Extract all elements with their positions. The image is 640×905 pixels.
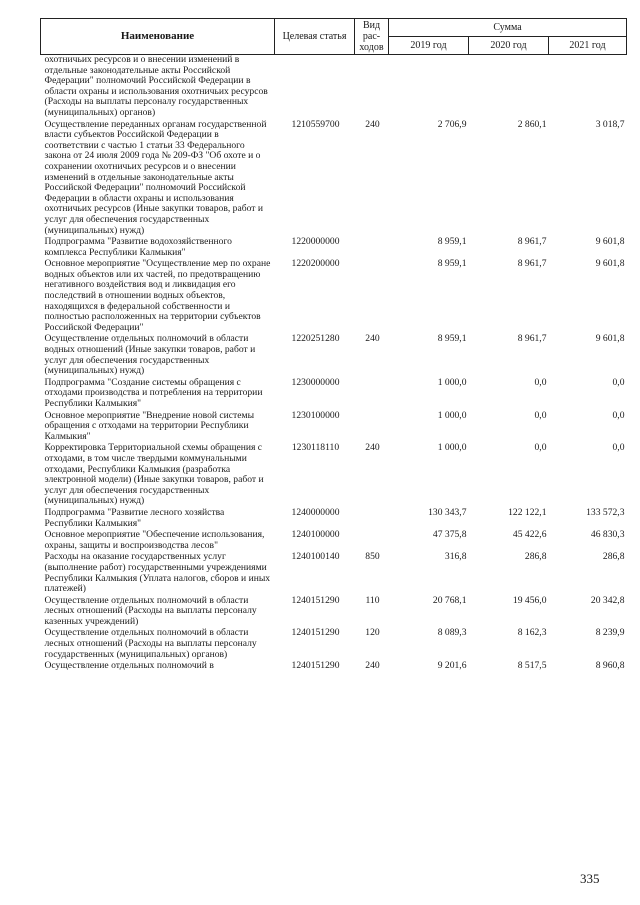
cell-2021: 0,0 <box>612 409 625 421</box>
cell-2019: 9 201,6 <box>437 660 467 672</box>
cell-2020: 19 456,0 <box>512 594 547 606</box>
cell-2021: 9 601,8 <box>595 236 625 248</box>
cell-name: Корректировка Территориальной схемы обращения с отходами, в том числе твердыми коммунальными отходами, Республики Калмыкия (разработка электронной модели) (Иные закупки товаров, работ и услуг для обеспечения государственных (муниципальных) нужд) <box>44 442 264 507</box>
header-year-2021: 2021 год <box>549 37 627 55</box>
cell-name: Расходы на оказание государственных услуг (выполнение работ) государственными учреждениями Республики Калмыкия (Уплата налогов, сборов и иных платежей) <box>44 551 271 595</box>
table-row <box>41 628 627 661</box>
cell-code: 1210559700 <box>291 118 340 130</box>
cell-2021: 20 342,8 <box>590 594 625 606</box>
header-year-2020: 2020 год <box>469 37 549 55</box>
cell-name: Подпрограмма "Развитие лесного хозяйства Республики Калмыкия" <box>44 506 225 529</box>
cell-2019: 1 000,0 <box>437 376 467 388</box>
cell-name: Подпрограмма "Развитие водохозяйственного комплекса Республики Калмыкия" <box>44 236 232 258</box>
cell-code: 1220251280 <box>291 333 340 345</box>
cell-vid: 850 <box>365 551 380 563</box>
table-row <box>41 334 627 377</box>
cell-2021: 8 960,8 <box>595 660 625 672</box>
cell-vid: 240 <box>365 333 380 345</box>
cell-2020: 8 162,3 <box>517 627 547 639</box>
cell-name: Осуществление отдельных полномочий в области лесных отношений (Расходы на выплаты персоналу казенных учреждений) <box>44 594 257 627</box>
cell-2019: 8 089,3 <box>437 627 467 639</box>
cell-name: Основное мероприятие "Обеспечение использования, охраны, защиты и воспроизводства лесов" <box>44 529 265 551</box>
cell-name: Осуществление отдельных полномочий в области лесных отношений (Расходы на выплаты персоналу государственных (муниципальных) органов) <box>44 627 257 660</box>
cell-2020: 0,0 <box>534 442 547 454</box>
page-number: 335 <box>580 871 600 886</box>
cell-vid: 240 <box>365 118 380 130</box>
cell-2019 <box>389 55 469 120</box>
cell-name: Осуществление отдельных полномочий в <box>44 660 214 672</box>
table-row <box>41 530 627 552</box>
cell-2021: 0,0 <box>612 442 625 454</box>
header-code: Целевая статья <box>275 19 355 55</box>
table-row <box>41 508 627 530</box>
header-year-2019: 2019 год <box>389 37 469 55</box>
cell-name: Основное мероприятие "Внедрение новой системы обращения с отходами на территории Республики Калмыкия" <box>44 409 255 442</box>
cell-2021: 8 239,9 <box>595 627 625 639</box>
cell-2021: 286,8 <box>602 551 625 563</box>
cell-2019: 47 375,8 <box>432 529 467 541</box>
cell-code: 1240151290 <box>291 660 340 672</box>
cell-2021: 133 572,3 <box>586 506 625 518</box>
cell-2021: 9 601,8 <box>595 333 625 345</box>
cell-code: 1230118110 <box>291 442 340 454</box>
table-row <box>41 120 627 238</box>
cell-2021: 3 018,7 <box>595 118 625 130</box>
table-row <box>41 411 627 444</box>
cell-code: 1230100000 <box>291 409 340 421</box>
table-header <box>41 19 627 55</box>
table-row <box>41 259 627 334</box>
cell-name: Подпрограмма "Создание системы обращения с отходами производства и потребления на территории Республики Калмыкия" <box>44 376 263 409</box>
cell-vid <box>355 530 389 552</box>
cell-vid: 120 <box>365 627 380 639</box>
cell-2020 <box>469 55 549 120</box>
table-row <box>41 661 627 673</box>
cell-vid <box>355 378 389 411</box>
cell-vid <box>355 411 389 444</box>
cell-2019: 130 343,7 <box>428 506 467 518</box>
cell-2020: 2 860,1 <box>517 118 547 130</box>
cell-2019: 8 959,1 <box>437 258 467 270</box>
cell-2019: 1 000,0 <box>437 442 467 454</box>
cell-2019: 8 959,1 <box>437 236 467 248</box>
cell-code: 1240151290 <box>291 594 340 606</box>
cell-2020: 8 517,5 <box>517 660 547 672</box>
cell-2020: 45 422,6 <box>512 529 547 541</box>
cell-2020: 8 961,7 <box>517 258 547 270</box>
header-name: Наименование <box>41 19 275 55</box>
header-vid: Вид рас-ходов <box>355 19 389 55</box>
cell-code: 1240100140 <box>291 551 340 563</box>
cell-vid: 240 <box>365 660 380 672</box>
cell-vid: 110 <box>365 594 380 606</box>
cell-code: 1240000000 <box>291 506 340 518</box>
cell-code: 1220200000 <box>291 258 340 270</box>
table-body <box>41 55 627 673</box>
budget-table <box>40 18 627 673</box>
cell-2021: 46 830,3 <box>590 529 625 541</box>
cell-vid: 240 <box>365 442 380 454</box>
cell-vid <box>355 508 389 530</box>
cell-vid <box>355 259 389 334</box>
table-row <box>41 237 627 259</box>
cell-code: 1220000000 <box>291 236 340 248</box>
cell-2019: 316,8 <box>444 551 467 563</box>
cell-2020: 122 122,1 <box>508 506 547 518</box>
cell-2019: 1 000,0 <box>437 409 467 421</box>
cell-2020: 8 961,7 <box>517 333 547 345</box>
cell-2019: 20 768,1 <box>432 594 467 606</box>
cell-name: Осуществление отдельных полномочий в области водных отношений (Иные закупки товаров, работ и услуг для обеспечения государственных (муниципальных) нужд) <box>44 333 256 377</box>
cell-2020: 286,8 <box>524 551 547 563</box>
cell-2020: 0,0 <box>534 376 547 388</box>
cell-code: 1230000000 <box>291 376 340 388</box>
cell-code <box>275 55 355 120</box>
cell-name: охотничьих ресурсов и о внесении изменений в отдельные законодательные акты Российской Федерации" полномочий Российской Федерации в области охраны и использования охотничьих ресурсов (Расходы на выплаты персоналу государственных (муниципальных) органов) <box>44 54 268 118</box>
cell-2019: 8 959,1 <box>437 333 467 345</box>
cell-2020: 0,0 <box>534 409 547 421</box>
cell-vid <box>355 55 389 120</box>
cell-2020: 8 961,7 <box>517 236 547 248</box>
cell-code: 1240100000 <box>291 529 340 541</box>
cell-2021 <box>549 55 627 120</box>
cell-vid <box>355 237 389 259</box>
table-row <box>41 443 627 508</box>
cell-2019: 2 706,9 <box>437 118 467 130</box>
table-row <box>41 55 627 120</box>
cell-2021: 9 601,8 <box>595 258 625 270</box>
cell-2021: 0,0 <box>612 376 625 388</box>
cell-name: Основное мероприятие "Осуществление мер по охране водных объектов или их частей, по предотвращению негативного воздействия вод и ликвидация его последствий в отношении водных объектов, находящихся в федеральной собственности и полностью расположенных на территории субъектов Российской Федерации" <box>44 258 271 333</box>
table-row <box>41 378 627 411</box>
table-row <box>41 596 627 629</box>
cell-name: Осуществление переданных органам государственной власти субъектов Российской Федерации в соответствии с частью 1 статьи 33 Федерального закона от 24 июля 2009 года № 209-ФЗ "Об охоте и о сохранении охотничьих ресурсов и о внесении изменений в отдельные законодательные акты Российской Федерации" полномочий Российской Федерации в области охраны и использования охотничьих ресурсов (Иные закупки товаров, работ и услуг для обеспечения государственных (муниципальных) нужд) <box>44 118 267 236</box>
header-sum: Сумма <box>389 19 627 37</box>
cell-code: 1240151290 <box>291 627 340 639</box>
table-row <box>41 552 627 595</box>
